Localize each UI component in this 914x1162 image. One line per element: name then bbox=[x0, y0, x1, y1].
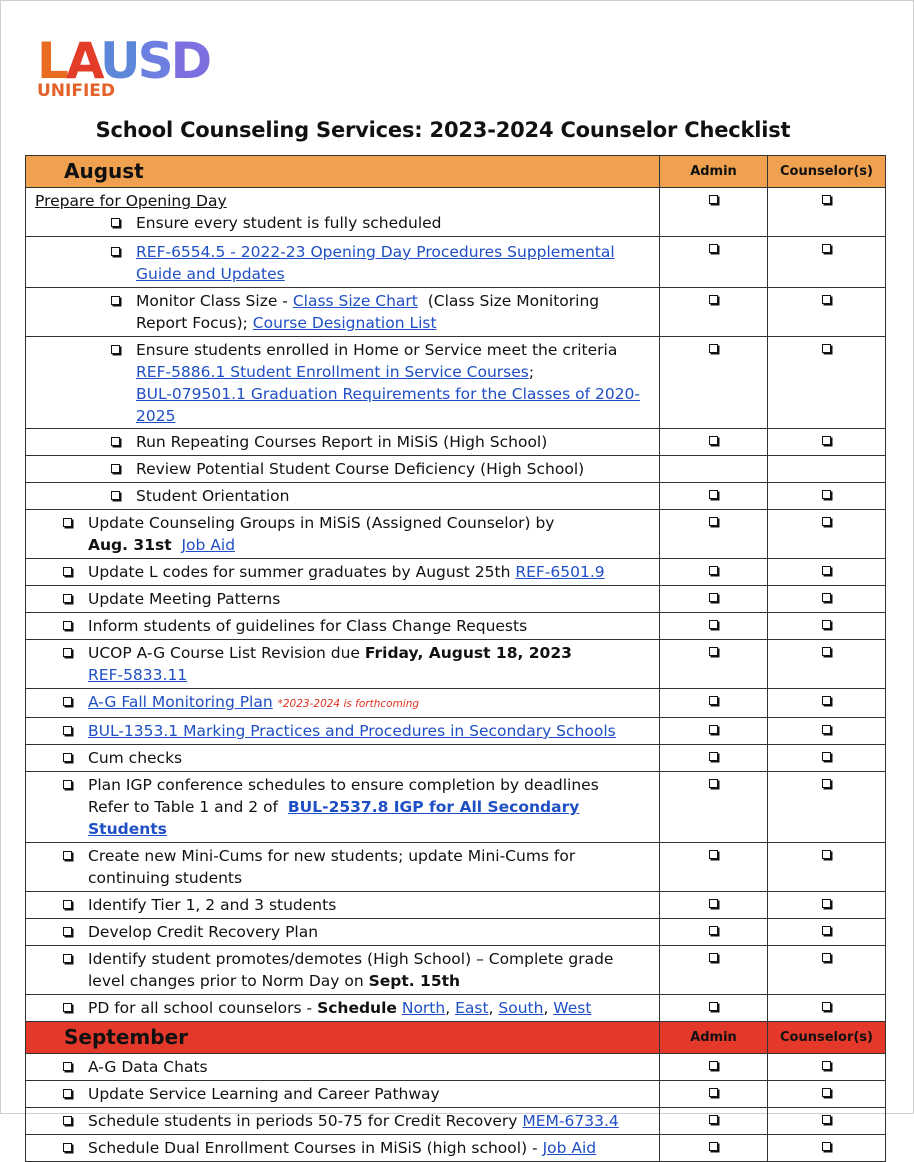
checkbox-bullet bbox=[63, 518, 72, 527]
checkbox-bullet bbox=[63, 621, 72, 630]
counselor-checkbox[interactable] bbox=[822, 1115, 831, 1124]
table-row bbox=[26, 689, 886, 718]
admin-checkbox[interactable] bbox=[709, 517, 718, 526]
counselor-checkbox[interactable] bbox=[822, 244, 831, 253]
job-aid-link[interactable]: Job Aid bbox=[542, 1139, 597, 1157]
table-row bbox=[26, 613, 886, 640]
item-text: Plan IGP conference schedules to ensure completion by deadlines bbox=[88, 776, 599, 794]
west-link[interactable]: West bbox=[553, 999, 592, 1017]
table-row bbox=[26, 510, 886, 559]
admin-checkbox[interactable] bbox=[709, 593, 718, 602]
item-text: Schedule Dual Enrollment Courses in MiSiS (high school) - bbox=[88, 1139, 543, 1157]
table-row bbox=[26, 1135, 886, 1162]
ref-6501-link[interactable]: REF-6501.9 bbox=[515, 563, 605, 581]
east-link[interactable]: East bbox=[455, 999, 489, 1017]
item-text: PD for all school counselors - bbox=[88, 999, 318, 1017]
item-text: ; bbox=[528, 363, 535, 381]
separator: , bbox=[543, 999, 554, 1017]
admin-checkbox[interactable] bbox=[709, 725, 718, 734]
counselor-checkbox[interactable] bbox=[822, 490, 831, 499]
bul-1353-link[interactable]: BUL-1353.1 Marking Practices and Procedures in Secondary Schools bbox=[88, 722, 616, 740]
checkbox-bullet bbox=[63, 954, 72, 963]
month-heading-september: September bbox=[26, 1022, 660, 1054]
admin-checkbox[interactable] bbox=[709, 295, 718, 304]
admin-checkbox[interactable] bbox=[709, 779, 718, 788]
separator: , bbox=[488, 999, 499, 1017]
checkbox-bullet bbox=[63, 753, 72, 762]
page-title: School Counseling Services: 2023-2024 Counselor Checklist bbox=[95, 118, 791, 142]
counselor-checkbox[interactable] bbox=[822, 195, 831, 204]
counselor-column-header: Counselor(s) bbox=[768, 156, 886, 188]
logo-subtitle: UNIFIED bbox=[37, 81, 116, 101]
job-aid-link[interactable]: Job Aid bbox=[181, 536, 236, 554]
table-row bbox=[26, 288, 886, 337]
table-row bbox=[26, 995, 886, 1022]
counselor-checkbox[interactable] bbox=[822, 647, 831, 656]
item-text: Run Repeating Courses Report in MiSiS (High School) bbox=[136, 433, 548, 451]
counselor-checkbox[interactable] bbox=[822, 344, 831, 353]
counselor-checkbox[interactable] bbox=[822, 566, 831, 575]
admin-checkbox[interactable] bbox=[709, 752, 718, 761]
admin-column-header: Admin bbox=[660, 156, 768, 188]
checkbox-bullet bbox=[111, 218, 120, 227]
south-link[interactable]: South bbox=[498, 999, 544, 1017]
admin-checkbox[interactable] bbox=[709, 244, 718, 253]
item-text: Ensure students enrolled in Home or Service meet the criteria bbox=[136, 341, 618, 359]
item-text: Update L codes for summer graduates by August 25th bbox=[88, 563, 516, 581]
admin-checkbox[interactable] bbox=[709, 195, 718, 204]
table-row bbox=[26, 586, 886, 613]
table-row bbox=[26, 559, 886, 586]
item-text: Schedule students in periods 50-75 for Credit Recovery bbox=[88, 1112, 523, 1130]
september-header-row bbox=[26, 1022, 886, 1054]
item-text: Update Service Learning and Career Pathway bbox=[88, 1085, 440, 1103]
mem-6733-link[interactable]: MEM-6733.4 bbox=[522, 1112, 619, 1130]
checkbox-bullet bbox=[111, 437, 120, 446]
checklist-table bbox=[25, 155, 886, 1162]
separator: , bbox=[445, 999, 456, 1017]
item-text: Cum checks bbox=[88, 749, 183, 767]
item-text: Develop Credit Recovery Plan bbox=[88, 923, 319, 941]
item-text: Monitor Class Size - bbox=[136, 292, 293, 310]
checkbox-bullet bbox=[63, 1143, 72, 1152]
item-text: Refer to Table 1 and 2 of bbox=[88, 798, 288, 816]
counselor-checkbox[interactable] bbox=[822, 436, 831, 445]
table-row bbox=[26, 429, 886, 456]
admin-checkbox[interactable] bbox=[709, 899, 718, 908]
counselor-checkbox[interactable] bbox=[822, 725, 831, 734]
counselor-checkbox[interactable] bbox=[822, 1002, 831, 1011]
admin-checkbox[interactable] bbox=[709, 647, 718, 656]
admin-checkbox[interactable] bbox=[709, 1115, 718, 1124]
checkbox-bullet bbox=[63, 1116, 72, 1125]
item-text: Update Counseling Groups in MiSiS (Assigned Counselor) by bbox=[88, 514, 555, 532]
table-row bbox=[26, 188, 886, 237]
counselor-checkbox[interactable] bbox=[822, 926, 831, 935]
counselor-checkbox[interactable] bbox=[822, 953, 831, 962]
counselor-checkbox[interactable] bbox=[822, 696, 831, 705]
bul-2537-link[interactable]: BUL-2537.8 IGP for All Secondary Students bbox=[88, 798, 580, 838]
table-row bbox=[26, 640, 886, 689]
admin-checkbox[interactable] bbox=[709, 344, 718, 353]
item-text: Student Orientation bbox=[136, 487, 290, 505]
checkbox-bullet bbox=[63, 927, 72, 936]
item-text: UCOP A-G Course List Revision due bbox=[88, 644, 365, 662]
admin-checkbox[interactable] bbox=[709, 850, 718, 859]
item-text: Create new Mini-Cums for new students; update Mini-Cums for continuing students bbox=[88, 847, 576, 887]
ref-5833-link[interactable]: REF-5833.11 bbox=[88, 666, 188, 684]
forthcoming-note: *2023-2024 is forthcoming bbox=[277, 698, 420, 710]
table-row bbox=[26, 946, 886, 995]
table-row bbox=[26, 456, 886, 483]
admin-checkbox[interactable] bbox=[709, 1088, 718, 1097]
item-text: Review Potential Student Course Deficiency (High School) bbox=[136, 460, 585, 478]
table-row bbox=[26, 772, 886, 843]
deadline-text: Friday, August 18, 2023 bbox=[364, 644, 572, 662]
table-row bbox=[26, 483, 886, 510]
section-heading: Prepare for Opening Day bbox=[35, 192, 227, 210]
checkbox-bullet bbox=[111, 296, 120, 305]
item-text: Ensure every student is fully scheduled bbox=[136, 214, 442, 232]
table-row bbox=[26, 237, 886, 288]
table-row bbox=[26, 892, 886, 919]
counselor-checkbox[interactable] bbox=[822, 899, 831, 908]
checkbox-bullet bbox=[111, 247, 120, 256]
checkbox-bullet bbox=[63, 567, 72, 576]
north-link[interactable]: North bbox=[401, 999, 446, 1017]
table-row bbox=[26, 1081, 886, 1108]
counselor-checkbox[interactable] bbox=[822, 1088, 831, 1097]
checkbox-bullet bbox=[63, 851, 72, 860]
deadline-text: Sept. 15th bbox=[368, 972, 461, 990]
admin-checkbox[interactable] bbox=[709, 953, 718, 962]
counselor-checkbox[interactable] bbox=[822, 850, 831, 859]
logo-wordmark: LAUSD bbox=[37, 32, 210, 90]
admin-checkbox[interactable] bbox=[709, 620, 718, 629]
checkbox-bullet bbox=[111, 464, 120, 473]
item-text: Identify Tier 1, 2 and 3 students bbox=[88, 896, 337, 914]
checkbox-bullet bbox=[111, 491, 120, 500]
counselor-checkbox[interactable] bbox=[822, 517, 831, 526]
checkbox-bullet bbox=[63, 648, 72, 657]
admin-checkbox[interactable] bbox=[709, 566, 718, 575]
counselor-checkbox[interactable] bbox=[822, 620, 831, 629]
admin-checkbox[interactable] bbox=[709, 1061, 718, 1070]
counselor-checkbox[interactable] bbox=[822, 1142, 831, 1151]
checkbox-bullet bbox=[63, 1062, 72, 1071]
bul-079501-link[interactable]: BUL-079501.1 Graduation Requirements for the Classes of 2020-2025 bbox=[136, 385, 640, 425]
admin-checkbox[interactable] bbox=[709, 1002, 718, 1011]
lausd-logo bbox=[37, 32, 210, 101]
table-row bbox=[26, 745, 886, 772]
item-text: Inform students of guidelines for Class Change Requests bbox=[88, 617, 528, 635]
counselor-checkbox[interactable] bbox=[822, 1061, 831, 1070]
admin-checkbox[interactable] bbox=[709, 436, 718, 445]
class-size-chart-link[interactable]: Class Size Chart bbox=[292, 292, 418, 310]
admin-checkbox[interactable] bbox=[709, 926, 718, 935]
ref-6554-link[interactable]: REF-6554.5 - 2022-23 Opening Day Procedures Supplemental Guide and Updates bbox=[136, 243, 615, 283]
month-heading-august: August bbox=[26, 156, 660, 188]
august-header-row bbox=[26, 156, 886, 188]
checkbox-bullet bbox=[63, 780, 72, 789]
checkbox-bullet bbox=[63, 1089, 72, 1098]
table-row bbox=[26, 919, 886, 946]
ref-5886-link[interactable]: REF-5886.1 Student Enrollment in Service Courses bbox=[136, 363, 529, 381]
table-row bbox=[26, 1108, 886, 1135]
item-text: Identify student promotes/demotes (High School) – Complete grade level changes prior to Norm Day on bbox=[88, 950, 614, 990]
item-text: Update Meeting Patterns bbox=[88, 590, 281, 608]
counselor-column-header: Counselor(s) bbox=[768, 1022, 886, 1054]
checkbox-bullet bbox=[63, 1003, 72, 1012]
ag-fall-monitoring-link[interactable]: A-G Fall Monitoring Plan bbox=[88, 693, 273, 711]
item-text: (Class Size Monitoring Report Focus); bbox=[136, 292, 605, 332]
checkbox-bullet bbox=[63, 900, 72, 909]
checkbox-bullet bbox=[111, 345, 120, 354]
deadline-text: Aug. 31st bbox=[88, 536, 172, 554]
counselor-checkbox[interactable] bbox=[822, 752, 831, 761]
checkbox-bullet bbox=[63, 726, 72, 735]
checkbox-bullet bbox=[63, 594, 72, 603]
admin-column-header: Admin bbox=[660, 1022, 768, 1054]
admin-checkbox[interactable] bbox=[709, 1142, 718, 1151]
counselor-checkbox[interactable] bbox=[822, 295, 831, 304]
schedule-label: Schedule bbox=[317, 999, 397, 1017]
course-designation-link[interactable]: Course Designation List bbox=[252, 314, 437, 332]
counselor-checkbox[interactable] bbox=[822, 779, 831, 788]
table-row bbox=[26, 337, 886, 429]
table-row bbox=[26, 718, 886, 745]
table-row bbox=[26, 1054, 886, 1081]
admin-checkbox[interactable] bbox=[709, 696, 718, 705]
table-row bbox=[26, 843, 886, 892]
admin-checkbox[interactable] bbox=[709, 490, 718, 499]
checkbox-bullet bbox=[63, 697, 72, 706]
item-text: A-G Data Chats bbox=[88, 1058, 208, 1076]
counselor-checkbox[interactable] bbox=[822, 593, 831, 602]
